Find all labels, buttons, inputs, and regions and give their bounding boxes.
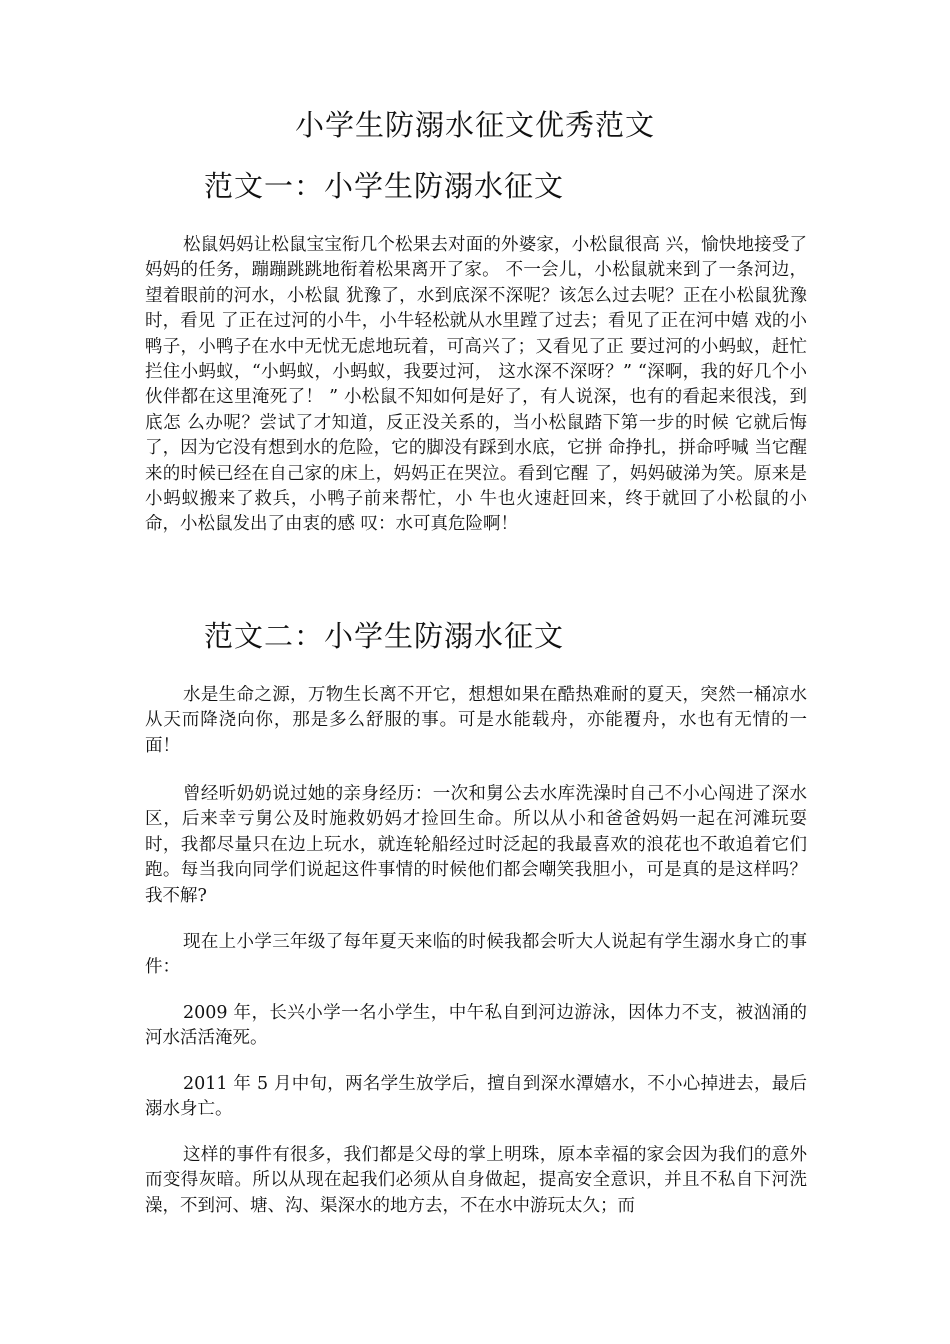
essay-2-paragraph: 水是生命之源，万物生长离不开它，想想如果在酷热难耐的夏天，突然一桶凉水从天而降浇向你，那是多么舒服的事。可是水能载舟，亦能覆舟，水也有无情的一面！: [145, 685, 807, 756]
essay-2-paragraph: 2009 年，长兴小学一名小学生，中午私自到河边游泳，因体力不支，被汹涌的河水活活淹死。: [145, 1003, 807, 1049]
document-title: 小学生防溺水征文优秀范文: [294, 108, 655, 142]
essay-1-paragraph: 松鼠妈妈让松鼠宝宝衔几个松果去对面的外婆家，小松鼠很高 兴，愉快地接受了妈妈的任务，蹦蹦跳跳地衔着松果离开了家。 不一会儿，小松鼠就来到了一条河边，望着眼前的河水，小松鼠 犹豫了，水到底深不深呢？该怎么过去呢？正在小松鼠犹豫时，看见 了正在过河的小牛，小牛轻松就从水里蹚了过去；看见了正在河中嬉 戏的小鸭子，小鸭子在水中无忧无虑地玩着，可高兴了；又看见了正 要过河的小蚂蚁，赶忙拦住小蚂蚁，“小蚂蚁，小蚂蚁，我要过河， 这水深不深呀？” “深啊，我的好几个小伙伴都在这里淹死了！ ” 小松鼠不知如何是好了，有人说深，也有的看起来很浅，到底怎 么办呢？尝试了才知道，反正没关系的，当小松鼠踏下第一步的时候 它就后悔了，因为它没有想到水的危险，它的脚没有踩到水底，它拼 命挣扎，拼命呼喊 当它醒来的时候已经在自己家的床上，妈妈正在哭泣。看到它醒 了，妈妈破涕为笑。原来是小蚂蚁搬来了救兵，小鸭子前来帮忙，小 牛也火速赶回来，终于就回了小松鼠的小命，小松鼠发出了由衷的感 叹：水可真危险啊！: [145, 235, 807, 535]
essay-1-heading: 范文一：小学生防溺水征文: [204, 169, 565, 203]
essay-2-paragraph: 这样的事件有很多，我们都是父母的掌上明珠，原本幸福的家会因为我们的意外而变得灰暗。所以从现在起我们必须从自身做起，提高安全意识，并且不私自下河洗澡，不到河、塘、沟、渠深水的地方去，不在水中游玩太久；而: [145, 1145, 807, 1216]
essay-2-heading: 范文二：小学生防溺水征文: [204, 619, 565, 653]
essay-2-paragraph: 2011 年 5 月中旬，两名学生放学后，擅自到深水潭嬉水，不小心掉进去，最后溺水身亡。: [145, 1074, 807, 1120]
essay-2-paragraph: 现在上小学三年级了每年夏天来临的时候我都会听大人说起有学生溺水身亡的事件：: [145, 932, 807, 978]
essay-2-paragraph: 曾经听奶奶说过她的亲身经历：一次和舅公去水库洗澡时自己不小心闯进了深水区，后来幸亏舅公及时施救奶妈才捡回生命。所以从小和爸爸妈妈一起在河滩玩耍时，我都尽量只在边上玩水，就连轮船经过时泛起的我最喜欢的浪花也不敢追着它们跑。每当我向同学们说起这件事情的时候他们都会嘲笑我胆小，可是真的是这样吗？我不解?: [145, 784, 807, 906]
